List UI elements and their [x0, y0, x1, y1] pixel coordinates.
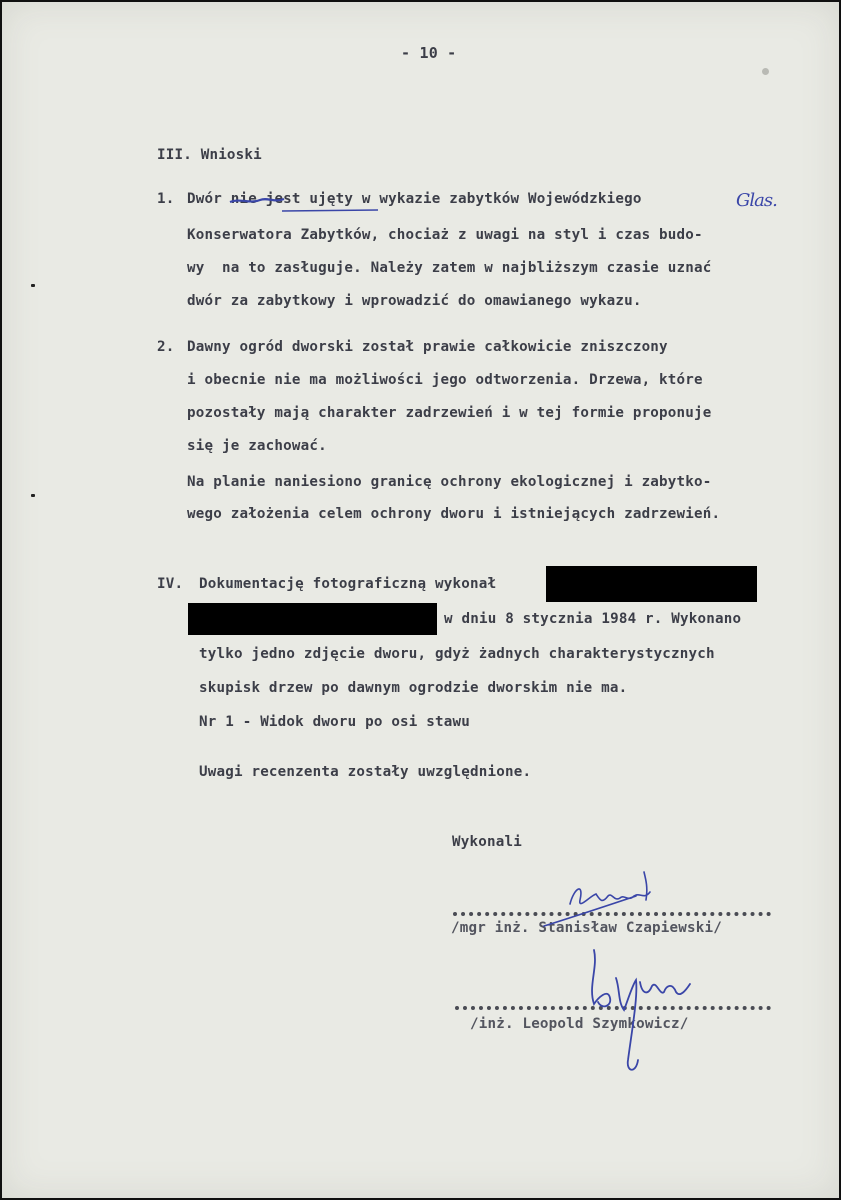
photo-doc-line-1: Dokumentację fotograficzną wykonał — [199, 576, 497, 592]
handwritten-note: Glas. — [736, 190, 777, 211]
photo-doc-line-3: tylko jedno zdjęcie dworu, gdyż żadnych charakterystycznych — [199, 646, 715, 662]
photo-caption: Nr 1 - Widok dworu po osi stawu — [199, 714, 470, 730]
signatory-1-name: /mgr inż. Stanisław Czapiewski/ — [451, 920, 722, 936]
conclusion-1-line-4: dwór za zabytkowy i wprowadzić do omawianego wykazu. — [187, 293, 642, 309]
margin-mark — [31, 284, 35, 287]
conclusion-2-line-1: Dawny ogród dworski został prawie całkowicie zniszczony — [187, 339, 668, 355]
photo-doc-line-4: skupisk drzew po dawnym ogrodzie dworskim nie ma. — [199, 680, 628, 696]
review-note: Uwagi recenzenta zostały uwzględnione. — [199, 764, 532, 780]
list-number: 2. — [157, 339, 175, 355]
redaction-box — [188, 603, 437, 635]
section-heading-conclusions: III. Wnioski — [157, 147, 262, 163]
conclusion-2-line-3: pozostały mają charakter zadrzewień i w tej formie proponuje — [187, 405, 712, 421]
conclusion-1-line-2: Konserwatora Zabytków, chociaż z uwagi na styl i czas budo- — [187, 227, 703, 243]
strike-through-mark — [228, 194, 288, 208]
page-number: - 10 - — [401, 44, 457, 62]
conclusion-1-line-3: wy na to zasługuje. Należy zatem w najbliższym czasie uznać — [187, 260, 712, 276]
conclusion-2-line-5: Na planie naniesiono granicę ochrony ekologicznej i zabytko- — [187, 474, 712, 490]
conclusion-2-line-6: wego założenia celem ochrony dworu i istniejących zadrzewień. — [187, 506, 721, 522]
redaction-box — [546, 566, 757, 602]
handwritten-signature — [540, 866, 660, 936]
text-fragment: Dwór — [187, 191, 222, 207]
margin-mark — [31, 494, 35, 497]
struck-word: nie — [230, 191, 257, 207]
conclusion-2-line-2: i obecnie nie ma możliwości jego odtworzenia. Drzewa, które — [187, 372, 703, 388]
conclusion-2-line-4: się je zachować. — [187, 438, 327, 454]
section-number: IV. — [157, 576, 184, 592]
signatory-2-name: /inż. Leopold Szymkowicz/ — [470, 1016, 689, 1032]
text-fragment: jest ujęty w wykazie zabytków Wojewódzkiego — [265, 191, 642, 207]
underline-mark — [282, 206, 392, 216]
list-number: 1. — [157, 191, 175, 207]
photo-doc-line-2: w dniu 8 stycznia 1984 r. Wykonano — [444, 611, 742, 627]
handwritten-signature — [580, 940, 710, 1080]
punch-hole — [762, 68, 769, 75]
signatures-heading: Wykonali — [452, 834, 522, 850]
